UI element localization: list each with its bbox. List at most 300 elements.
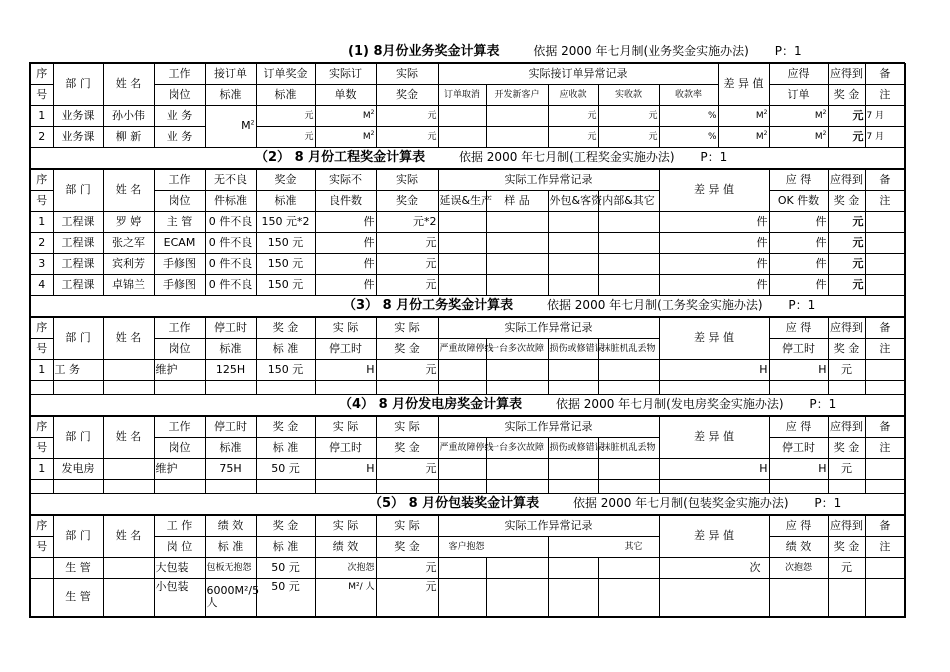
cell-empty — [205, 480, 256, 494]
cell-rate: % — [659, 127, 718, 148]
cell-no — [30, 558, 53, 579]
cell-empty — [486, 275, 548, 296]
cell-bonus-std: 50 元 — [256, 579, 315, 617]
col-diff: 差 异 值 — [659, 317, 769, 360]
cell-no: 2 — [30, 127, 53, 148]
s5-header-row-2 — [30, 537, 905, 558]
col-actual: 实际不 — [315, 169, 376, 191]
col-diff: 差 异 值 — [659, 416, 769, 459]
cell-dept: 工程课 — [53, 212, 103, 233]
sup: 2 — [763, 130, 768, 138]
col-actual-2: 绩 效 — [315, 537, 376, 558]
cell-get: 元 — [828, 212, 865, 233]
cell-name — [103, 459, 154, 480]
cell-dept: 工程课 — [53, 254, 103, 275]
cell-due — [769, 127, 828, 148]
col-due-2: OK 件数 — [769, 191, 828, 212]
cell-empty — [486, 254, 548, 275]
cell-empty — [486, 106, 548, 127]
cell-get: 元 — [828, 360, 865, 381]
cell-bonus-std: 元 — [256, 106, 315, 127]
cell-empty — [548, 254, 598, 275]
section2-caption: （2） 8 月份工程奖金计算表 — [255, 149, 426, 165]
cell-due — [769, 106, 828, 127]
cell-std: 包板无抱怨 — [205, 558, 256, 579]
col-due: 应 得 — [769, 169, 828, 191]
col-no-2: 号 — [30, 191, 53, 212]
cell-empty — [376, 480, 438, 494]
col-get-2: 奖 金 — [828, 191, 865, 212]
cell-empty — [548, 558, 598, 579]
cell-diff — [718, 127, 769, 148]
col-actual-bonus-2: 奖 金 — [376, 537, 438, 558]
cell-empty — [154, 381, 205, 395]
col-post: 工作 — [154, 317, 205, 339]
col-no-2: 号 — [30, 537, 53, 558]
cell-empty — [154, 480, 205, 494]
unit: M — [755, 132, 764, 143]
cell-name — [103, 360, 154, 381]
section1-basis: 依据 2000 年七月制(业务奖金实施办法) — [533, 43, 749, 58]
col-due: 应 得 — [769, 416, 828, 438]
col-actual-bonus: 实际 — [376, 169, 438, 191]
abn-col: 损伤或修错误 — [548, 339, 598, 360]
cell-recv: 元 — [548, 127, 598, 148]
col-diff: 差 异 值 — [659, 515, 769, 558]
cell-std: 6000M²/5 人 — [205, 579, 256, 617]
col-bonus-std-2: 标准 — [256, 85, 315, 106]
cell-get: 元 — [828, 127, 865, 148]
col-bonus-std: 订单奖金 — [256, 63, 315, 85]
col-bonus-std: 奖 金 — [256, 416, 315, 438]
section1-caption: (1) 8月份业务奖金计算表 — [348, 43, 500, 59]
col-std: 停工时 — [205, 317, 256, 339]
cell-empty — [53, 480, 103, 494]
section5-title — [30, 494, 905, 516]
cell-empty — [659, 480, 769, 494]
cell-post: 小包装 — [154, 579, 205, 617]
cell-empty — [598, 558, 659, 579]
cell-empty — [315, 480, 376, 494]
col-actual-bonus: 实 际 — [376, 515, 438, 537]
col-bonus-std-2: 标 准 — [256, 438, 315, 459]
col-bonus-std: 奖金 — [256, 169, 315, 191]
cell-empty — [659, 579, 769, 617]
col-actual-2: 良件数 — [315, 191, 376, 212]
cell-empty — [598, 480, 659, 494]
cell-post: 大包装 — [154, 558, 205, 579]
cell-empty — [486, 558, 548, 579]
col-due-2: 绩 效 — [769, 537, 828, 558]
cell-no: 1 — [30, 360, 53, 381]
cell-post: 维护 — [154, 360, 205, 381]
cell-empty — [598, 275, 659, 296]
abn-col: 一台多次故障 — [486, 339, 548, 360]
cell-actual: 次抱怨 — [315, 558, 376, 579]
cell-empty — [486, 579, 548, 617]
cell-actual: 件 — [315, 275, 376, 296]
cell-name: 宾利芳 — [103, 254, 154, 275]
col-due-2: 停工时 — [769, 339, 828, 360]
cell-dept: 业务课 — [53, 127, 103, 148]
s5-header-row-1 — [30, 515, 905, 537]
cell-rate: % — [659, 106, 718, 127]
col-actual-2: 停工时 — [315, 438, 376, 459]
cell-bonus: 元 — [376, 254, 438, 275]
cell-std: 0 件不良 — [205, 233, 256, 254]
abn-col: 严重故障停线 — [438, 339, 486, 360]
cell-due: 件 — [769, 275, 828, 296]
cell-get: 元 — [828, 254, 865, 275]
cell-empty — [438, 381, 486, 395]
col-bonus-std: 奖 金 — [256, 317, 315, 339]
col-actual-2: 停工时 — [315, 339, 376, 360]
col-actual-2: 单数 — [315, 85, 376, 106]
cell-actual: M²/ 人 — [315, 579, 376, 617]
cell-bonus-std: 150 元 — [256, 254, 315, 275]
cell-empty — [205, 381, 256, 395]
cell-diff: 件 — [659, 212, 769, 233]
col-post-2: 岗位 — [154, 191, 205, 212]
cell-bonus-std: 50 元 — [256, 459, 315, 480]
section3-caption: （3） 8 月份工务奖金计算表 — [343, 297, 514, 313]
cell-empty — [548, 459, 598, 480]
col-get: 应得到 — [828, 515, 865, 537]
col-dept: 部 门 — [53, 317, 103, 360]
cell-empty — [548, 360, 598, 381]
cell-due: 件 — [769, 212, 828, 233]
section2-basis: 依据 2000 年七月制(工程奖金实施办法) — [458, 149, 675, 164]
cell-dept: 业务课 — [53, 106, 103, 127]
table-row-empty — [30, 480, 905, 494]
cell-empty — [659, 381, 769, 395]
col-name: 姓 名 — [103, 317, 154, 360]
s4-header-row-1 — [30, 416, 905, 438]
cell-empty — [486, 212, 548, 233]
col-get-2: 奖 金 — [828, 339, 865, 360]
cell-empty — [769, 381, 828, 395]
cell-actual — [315, 127, 376, 148]
col-post-2: 岗 位 — [154, 537, 205, 558]
abn-col: 客户抱怨 — [438, 537, 548, 558]
abn-col: 抹脏机乱丢物 — [598, 438, 659, 459]
cell-get: 元 — [828, 275, 865, 296]
cell-empty — [486, 233, 548, 254]
col-dept: 部 门 — [53, 63, 103, 106]
cell-empty — [486, 459, 548, 480]
col-std-2: 标 准 — [205, 537, 256, 558]
cell-note — [865, 254, 905, 275]
s3-header-row-1 — [30, 317, 905, 339]
cell-due: H — [769, 459, 828, 480]
cell-diff: 件 — [659, 233, 769, 254]
cell-name: 卓锦兰 — [103, 275, 154, 296]
abn-col: 开发新客户 — [486, 85, 548, 106]
cell-std: 75H — [205, 459, 256, 480]
cell-diff: H — [659, 459, 769, 480]
cell-note — [865, 212, 905, 233]
cell-bonus-std: 150 元 — [256, 233, 315, 254]
col-post: 工作 — [154, 169, 205, 191]
cell-empty — [598, 212, 659, 233]
section4-page: P：1 — [809, 396, 837, 411]
table-row — [30, 106, 905, 127]
cell-empty — [598, 381, 659, 395]
cell-empty — [53, 381, 103, 395]
cell-diff: 次 — [659, 558, 769, 579]
cell-empty — [103, 480, 154, 494]
cell-diff: 件 — [659, 254, 769, 275]
cell-empty — [438, 127, 486, 148]
cell-empty — [438, 106, 486, 127]
section1-title — [30, 42, 905, 63]
cell-std: 125H — [205, 360, 256, 381]
section5-caption: （5） 8 月份包装奖金计算表 — [369, 495, 540, 511]
col-bonus-std-2: 标 准 — [256, 339, 315, 360]
cell-empty — [486, 381, 548, 395]
unit: M — [362, 111, 371, 122]
cell-no: 2 — [30, 233, 53, 254]
cell-bonus-std: 150 元 — [256, 360, 315, 381]
cell-note — [865, 459, 905, 480]
cell-bonus: 元 — [376, 275, 438, 296]
cell-actual: H — [315, 360, 376, 381]
abn-col: 样 品 — [486, 191, 548, 212]
cell-empty — [376, 381, 438, 395]
col-actual: 实 际 — [315, 317, 376, 339]
s2-header-row-1 — [30, 169, 905, 191]
col-dept: 部 门 — [53, 416, 103, 459]
col-note-2: 注 — [865, 85, 905, 106]
col-note-2: 注 — [865, 438, 905, 459]
abn-col: 其它 — [548, 537, 659, 558]
col-abnormal: 实际工作异常记录 — [438, 317, 659, 339]
cell-bonus: 元 — [376, 233, 438, 254]
unit: M — [755, 111, 764, 122]
cell-empty — [865, 381, 905, 395]
cell-empty — [30, 480, 53, 494]
table-row — [30, 459, 905, 480]
cell-bonus-std: 元 — [256, 127, 315, 148]
cell-empty — [548, 480, 598, 494]
col-post-2: 岗位 — [154, 438, 205, 459]
cell-bonus-std: 150 元*2 — [256, 212, 315, 233]
section4-title — [30, 395, 905, 417]
cell-real: 元 — [598, 127, 659, 148]
section3-page: P：1 — [788, 297, 816, 312]
unit: M — [362, 132, 371, 143]
cell-no: 1 — [30, 212, 53, 233]
col-actual-bonus-2: 奖金 — [376, 191, 438, 212]
cell-no: 1 — [30, 459, 53, 480]
table-row — [30, 212, 905, 233]
cell-actual — [315, 106, 376, 127]
col-actual-bonus-2: 奖 金 — [376, 339, 438, 360]
cell-std: 0 件不良 — [205, 254, 256, 275]
table-row — [30, 579, 905, 617]
cell-empty — [438, 275, 486, 296]
abn-col: 订单取消 — [438, 85, 486, 106]
bonus-sheet — [29, 42, 906, 618]
cell-note-a: 7 月 — [865, 127, 905, 148]
s2-header-row-2 — [30, 191, 905, 212]
cell-std — [205, 106, 256, 148]
section4-caption: （4） 8 月份发电房奖金计算表 — [339, 396, 523, 412]
std-unit: M — [241, 119, 251, 133]
cell-empty — [548, 275, 598, 296]
cell-empty — [769, 579, 828, 617]
section3-basis: 依据 2000 年七月制(工务奖金实施办法) — [546, 297, 763, 312]
col-actual-bonus: 实 际 — [376, 416, 438, 438]
cell-post: 手修图 — [154, 254, 205, 275]
col-actual: 实 际 — [315, 416, 376, 438]
section5-basis: 依据 2000 年七月制(包装奖金实施办法) — [572, 495, 789, 510]
col-post: 工 作 — [154, 515, 205, 537]
col-abnormal: 实际工作异常记录 — [438, 169, 659, 191]
unit: M — [814, 111, 823, 122]
cell-empty — [486, 127, 548, 148]
cell-empty — [598, 360, 659, 381]
col-note-2: 注 — [865, 537, 905, 558]
section1-page: P：1 — [774, 43, 802, 58]
col-no: 序 — [30, 515, 53, 537]
col-no: 序 — [30, 317, 53, 339]
col-note: 备 — [865, 169, 905, 191]
sup: 2 — [822, 130, 827, 138]
col-dept: 部 门 — [53, 515, 103, 558]
cell-actual: H — [315, 459, 376, 480]
col-name: 姓 名 — [103, 169, 154, 212]
col-std: 接订单 — [205, 63, 256, 85]
sup: 2 — [370, 130, 375, 138]
cell-empty — [256, 381, 315, 395]
col-actual: 实际订 — [315, 63, 376, 85]
cell-due: 次抱怨 — [769, 558, 828, 579]
col-no-2: 号 — [30, 339, 53, 360]
cell-dept: 生 管 — [53, 579, 103, 617]
col-no-2: 号 — [30, 85, 53, 106]
cell-actual: 件 — [315, 254, 376, 275]
cell-due: H — [769, 360, 828, 381]
col-diff: 差 异 值 — [718, 63, 769, 106]
col-due: 应 得 — [769, 317, 828, 339]
cell-name — [103, 558, 154, 579]
col-note: 备 — [865, 317, 905, 339]
cell-bonus-std: 150 元 — [256, 275, 315, 296]
abn-col: 严重故障停线 — [438, 438, 486, 459]
col-due: 应得 — [769, 63, 828, 85]
cell-empty — [486, 480, 548, 494]
cell-empty — [256, 480, 315, 494]
col-note: 备 — [865, 416, 905, 438]
col-std: 停工时 — [205, 416, 256, 438]
section5-page: P：1 — [814, 495, 842, 510]
cell-bonus-std: 50 元 — [256, 558, 315, 579]
cell-empty — [598, 233, 659, 254]
cell-bonus: 元 — [376, 579, 438, 617]
s3-header-row-2 — [30, 339, 905, 360]
col-get: 应得到 — [828, 169, 865, 191]
col-no-2: 号 — [30, 438, 53, 459]
cell-empty — [438, 558, 486, 579]
cell-due: 件 — [769, 233, 828, 254]
cell-dept: 生 管 — [53, 558, 103, 579]
cell-empty — [548, 233, 598, 254]
cell-name — [103, 579, 154, 617]
cell-get: 元 — [828, 558, 865, 579]
cell-empty — [438, 459, 486, 480]
cell-empty — [438, 360, 486, 381]
abn-col: 抹脏机乱丢物 — [598, 339, 659, 360]
col-std: 无不良 — [205, 169, 256, 191]
cell-name: 柳 新 — [103, 127, 154, 148]
cell-name: 罗 婷 — [103, 212, 154, 233]
cell-note — [865, 558, 905, 579]
cell-actual: 件 — [315, 233, 376, 254]
cell-bonus: 元 — [376, 106, 438, 127]
col-note: 备 — [865, 515, 905, 537]
abn-col: 收款率 — [659, 85, 718, 106]
col-no: 序 — [30, 63, 53, 85]
cell-no: 4 — [30, 275, 53, 296]
cell-empty — [598, 254, 659, 275]
col-std-2: 标准 — [205, 438, 256, 459]
abn-col: 一台多次故障 — [486, 438, 548, 459]
table-row — [30, 360, 905, 381]
cell-std: 0 件不良 — [205, 212, 256, 233]
abn-col: 实收款 — [598, 85, 659, 106]
col-actual-bonus-2: 奖金 — [376, 85, 438, 106]
cell-note — [865, 275, 905, 296]
cell-bonus: 元 — [376, 558, 438, 579]
cell-bonus: 元 — [376, 127, 438, 148]
col-get-2: 奖 金 — [828, 438, 865, 459]
cell-empty — [486, 360, 548, 381]
col-actual-bonus-2: 奖 金 — [376, 438, 438, 459]
cell-empty — [828, 480, 865, 494]
cell-empty — [548, 212, 598, 233]
cell-empty — [828, 579, 865, 617]
col-get: 应得到 — [828, 416, 865, 438]
cell-empty — [30, 381, 53, 395]
col-note-2: 注 — [865, 339, 905, 360]
col-note: 备 — [865, 63, 905, 85]
cell-real: 元 — [598, 106, 659, 127]
cell-post: 业 务 — [154, 106, 205, 127]
cell-post: ECAM — [154, 233, 205, 254]
abn-col: 延误&生产 — [438, 191, 486, 212]
col-post: 工作 — [154, 416, 205, 438]
table-row — [30, 254, 905, 275]
cell-recv: 元 — [548, 106, 598, 127]
cell-name: 孙小伟 — [103, 106, 154, 127]
col-bonus-std-2: 标准 — [256, 191, 315, 212]
cell-empty — [438, 233, 486, 254]
section2-title — [30, 148, 905, 170]
cell-dept: 工程课 — [53, 275, 103, 296]
col-std-2: 标准 — [205, 339, 256, 360]
col-std: 绩 效 — [205, 515, 256, 537]
col-dept: 部 门 — [53, 169, 103, 212]
cell-get: 元 — [828, 459, 865, 480]
col-name: 姓 名 — [103, 63, 154, 106]
cell-note-a: 7 月 — [865, 106, 905, 127]
abn-col: 内部&其它 — [598, 191, 659, 212]
cell-std: 0 件不良 — [205, 275, 256, 296]
cell-empty — [865, 480, 905, 494]
col-due-2: 订单 — [769, 85, 828, 106]
cell-name: 张之军 — [103, 233, 154, 254]
